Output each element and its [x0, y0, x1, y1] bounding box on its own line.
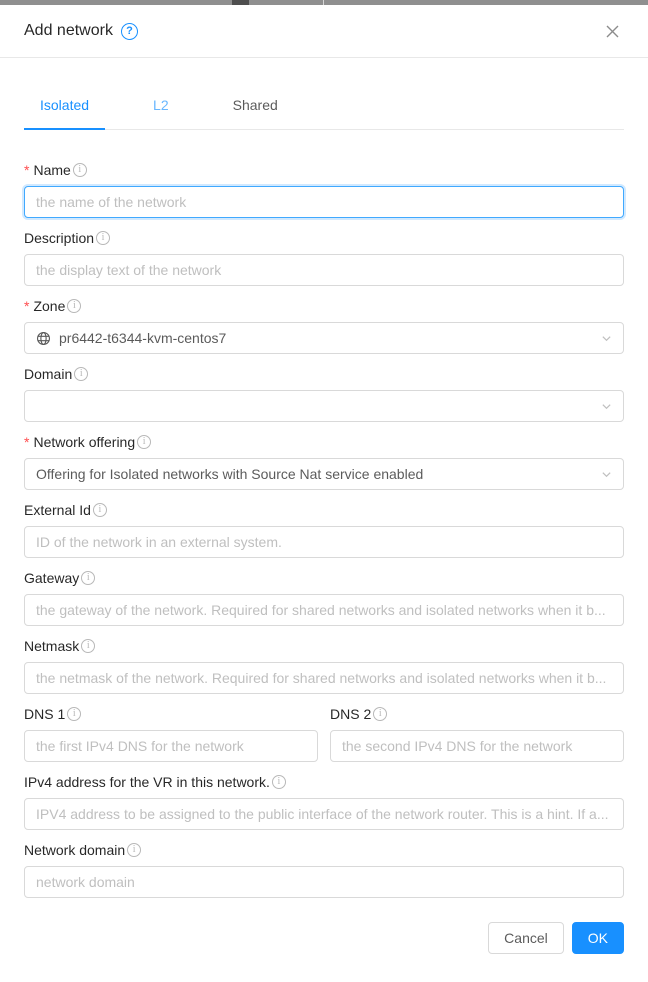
add-network-modal — [0, 5, 648, 982]
info-icon[interactable] — [67, 707, 81, 721]
tab-shared[interactable]: Shared — [232, 97, 278, 113]
domain-label — [24, 364, 624, 384]
domain-label-text: Domain — [24, 366, 73, 382]
info-icon[interactable] — [137, 435, 151, 449]
field-external-id — [24, 500, 624, 558]
help-icon[interactable] — [121, 23, 138, 40]
info-glyph: i — [86, 640, 90, 651]
field-network-domain — [24, 840, 624, 898]
field-dns1 — [24, 704, 318, 762]
network-domain-input[interactable] — [24, 866, 624, 898]
globe-icon — [36, 331, 51, 346]
network-domain-label — [24, 840, 624, 860]
field-zone — [24, 296, 624, 354]
name-label — [24, 160, 624, 180]
external-id-input[interactable] — [24, 526, 624, 558]
zone-select-value: pr6442-t6344-kvm-centos7 — [59, 330, 227, 346]
zone-label — [24, 296, 624, 316]
external-id-label-text: External Id — [24, 502, 91, 518]
info-icon[interactable] — [373, 707, 387, 721]
gateway-input[interactable] — [24, 594, 624, 626]
dns2-input[interactable] — [330, 730, 624, 762]
chevron-down-icon — [601, 401, 612, 412]
network-offering-select[interactable] — [24, 458, 624, 490]
tab-bar — [24, 82, 624, 130]
dns1-label-text: DNS 1 — [24, 706, 66, 722]
netmask-label — [24, 636, 624, 656]
info-icon[interactable] — [93, 503, 107, 517]
field-network-offering — [24, 432, 624, 490]
info-icon[interactable] — [73, 163, 87, 177]
field-netmask — [24, 636, 624, 694]
dns1-input[interactable] — [24, 730, 318, 762]
info-glyph: i — [98, 504, 102, 515]
info-glyph: i — [79, 368, 83, 379]
dns1-label — [24, 704, 318, 724]
info-icon[interactable] — [81, 639, 95, 653]
info-icon[interactable] — [67, 299, 81, 313]
info-icon[interactable] — [81, 571, 95, 585]
info-glyph: i — [72, 300, 76, 311]
field-vr-ip — [24, 772, 624, 830]
external-id-label — [24, 500, 624, 520]
help-glyph: ? — [126, 25, 133, 37]
network-offering-select-value: Offering for Isolated networks with Source Nat service enabled — [36, 466, 424, 482]
netmask-input[interactable] — [24, 662, 624, 694]
close-icon[interactable] — [600, 19, 624, 43]
gateway-label — [24, 568, 624, 588]
info-glyph: i — [72, 708, 76, 719]
chevron-down-icon — [601, 333, 612, 344]
info-glyph: i — [277, 776, 281, 787]
vr-ip-label-text: IPv4 address for the VR in this network. — [24, 774, 270, 790]
modal-title: Add network — [24, 22, 113, 39]
modal-body — [0, 58, 648, 982]
field-description — [24, 228, 624, 286]
field-dns-row — [24, 704, 624, 762]
info-glyph: i — [101, 232, 105, 243]
dns2-label-text: DNS 2 — [330, 706, 372, 722]
vr-ip-input[interactable] — [24, 798, 624, 830]
tab-isolated[interactable]: Isolated — [24, 82, 105, 130]
name-label-text: Name — [33, 162, 71, 178]
chevron-down-icon — [601, 469, 612, 480]
gateway-label-text: Gateway — [24, 570, 80, 586]
field-domain — [24, 364, 624, 422]
description-label — [24, 228, 624, 248]
description-input[interactable] — [24, 254, 624, 286]
modal-footer — [24, 922, 624, 954]
info-glyph: i — [78, 164, 82, 175]
network-offering-label-text: Network offering — [33, 434, 136, 450]
field-name — [24, 160, 624, 218]
info-glyph: i — [132, 844, 136, 855]
field-gateway — [24, 568, 624, 626]
network-domain-label-text: Network domain — [24, 842, 126, 858]
description-label-text: Description — [24, 230, 95, 246]
dns2-label — [330, 704, 624, 724]
domain-select[interactable] — [24, 390, 624, 422]
zone-select[interactable] — [24, 322, 624, 354]
name-input[interactable] — [24, 186, 624, 218]
info-icon[interactable] — [74, 367, 88, 381]
network-offering-label — [24, 432, 624, 452]
vr-ip-label — [24, 772, 624, 792]
cancel-button[interactable]: Cancel — [488, 922, 564, 954]
info-glyph: i — [86, 572, 90, 583]
modal-header — [0, 5, 648, 58]
background-page-remnant — [232, 0, 249, 5]
ok-button[interactable]: OK — [572, 922, 624, 954]
netmask-label-text: Netmask — [24, 638, 80, 654]
zone-label-text: Zone — [33, 298, 66, 314]
info-icon[interactable] — [272, 775, 286, 789]
required-mark: * — [24, 434, 30, 450]
info-glyph: i — [142, 436, 146, 447]
dimmed-background-strip — [0, 0, 648, 5]
info-icon[interactable] — [96, 231, 110, 245]
background-page-divider — [323, 0, 324, 5]
required-mark: * — [24, 298, 30, 314]
info-glyph: i — [378, 708, 382, 719]
required-mark: * — [24, 162, 30, 178]
info-icon[interactable] — [127, 843, 141, 857]
field-dns2 — [330, 704, 624, 762]
tab-l2[interactable]: L2 — [153, 97, 169, 113]
